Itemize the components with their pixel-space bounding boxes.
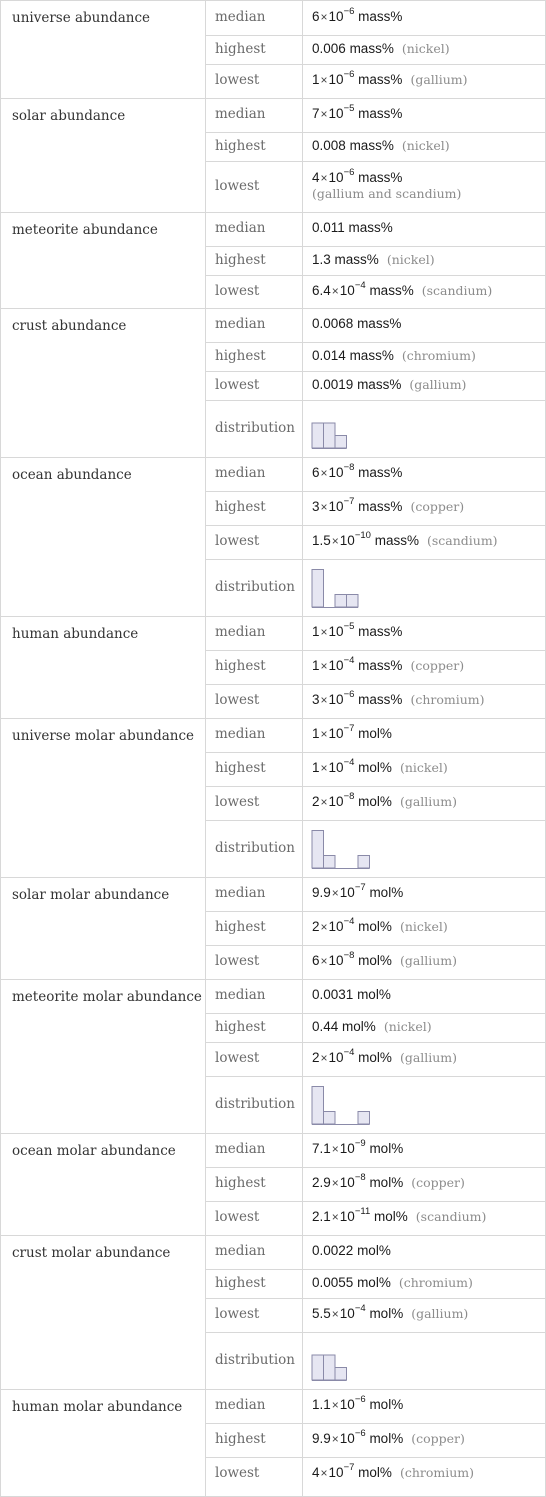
row-divider: [205, 275, 546, 276]
value-mantissa: 1: [312, 726, 320, 741]
stat-label: highest: [215, 1431, 266, 1447]
value-unit: mol%: [358, 919, 392, 934]
value: $7\times 10^{-5}$ mass%: [312, 102, 403, 121]
stat-label: highest: [215, 252, 266, 268]
stat-label: lowest: [215, 1050, 260, 1066]
times-sign: ×: [320, 693, 328, 707]
row-divider: [205, 1076, 546, 1077]
times-sign: ×: [320, 795, 328, 809]
stat-label: highest: [215, 1175, 266, 1191]
value: $4\times 10^{-6}$ mass% (gallium and scandium): [312, 166, 462, 201]
stat-label: highest: [215, 658, 266, 674]
section-label: crust abundance: [12, 318, 127, 334]
row-divider: [205, 525, 546, 526]
element-note: (chromium): [401, 348, 476, 363]
histogram-bar: [312, 1087, 324, 1125]
row-divider: [205, 752, 546, 753]
section-label: solar abundance: [12, 108, 126, 124]
distribution-histogram: [311, 408, 348, 452]
row-divider: [205, 945, 546, 946]
element-note: (copper): [410, 658, 465, 673]
value: $6\times 10^{-8}$ mol% (gallium): [312, 949, 458, 968]
value-unit: mass%: [358, 692, 403, 707]
stat-label: median: [215, 624, 266, 640]
value-exponent: −4: [354, 1302, 366, 1314]
value-unit: mol%: [358, 794, 392, 809]
section-label: ocean molar abundance: [12, 1143, 176, 1159]
histogram-bar: [312, 570, 324, 608]
stat-label: median: [215, 1141, 266, 1157]
histogram-bar: [324, 1112, 336, 1125]
value: $1\times 10^{-7}$ mol%: [312, 722, 392, 741]
section-label: crust molar abundance: [12, 1245, 171, 1261]
histogram-bar: [335, 436, 347, 449]
value-unit: mass%: [348, 220, 393, 235]
value-mantissa: 1.1: [312, 1397, 331, 1412]
row-divider: [205, 132, 546, 133]
element-note: (nickel): [386, 252, 435, 267]
stat-label: median: [215, 465, 266, 481]
row-divider: [205, 1298, 546, 1299]
stat-label: highest: [215, 41, 266, 57]
times-sign: ×: [320, 73, 328, 87]
element-note: (nickel): [401, 138, 450, 153]
value-unit: mass%: [358, 465, 403, 480]
value-number: 1.3: [312, 252, 331, 267]
times-sign: ×: [320, 1051, 328, 1065]
element-note: (chromium): [410, 692, 485, 707]
value: [312, 1275, 473, 1290]
value: $2.1\times 10^{-11}$ mol% (scandium): [312, 1205, 487, 1224]
section-label: universe abundance: [12, 10, 150, 26]
stat-label: highest: [215, 1275, 266, 1291]
value-exponent: −8: [343, 461, 355, 473]
value-mantissa: 9.9: [312, 1431, 331, 1446]
value: [312, 987, 391, 1002]
element-note: (gallium): [399, 953, 458, 968]
row-divider: [205, 64, 546, 65]
row-divider: [205, 161, 546, 162]
histogram-bar: [312, 423, 324, 448]
value-number: 0.0068: [312, 316, 354, 331]
value-exponent: −6: [343, 166, 355, 178]
times-sign: ×: [320, 466, 328, 480]
value-unit: mass%: [369, 283, 414, 298]
value-mantissa: 7: [312, 106, 320, 121]
value-exponent: −7: [343, 495, 355, 507]
value-number: 0.008: [312, 138, 346, 153]
value-unit: mol%: [342, 1019, 376, 1034]
value: $3\times 10^{-6}$ mass% (chromium): [312, 688, 485, 707]
stat-label: distribution: [215, 1352, 295, 1368]
times-sign: ×: [331, 1398, 339, 1412]
times-sign: ×: [331, 1142, 339, 1156]
stat-label: highest: [215, 919, 266, 935]
value-mantissa: 3: [312, 692, 320, 707]
value-exponent: −6: [343, 688, 355, 700]
row-divider: [0, 98, 546, 99]
stat-label: highest: [215, 138, 266, 154]
histogram-bar: [358, 856, 370, 869]
stat-label: distribution: [215, 420, 295, 436]
value-unit: mass%: [358, 106, 403, 121]
value-number: 0.0022: [312, 1243, 354, 1258]
row-divider: [205, 35, 546, 36]
value-mantissa: 1: [312, 72, 320, 87]
value: [312, 220, 393, 235]
column-divider: [0, 0, 1, 1497]
value-number: 0.011: [312, 220, 345, 235]
row-divider: [205, 911, 546, 912]
value: $1\times 10^{-6}$ mass% (gallium): [312, 68, 468, 87]
value-unit: mol%: [369, 885, 404, 900]
value-unit: mol%: [369, 1431, 404, 1446]
value: $1\times 10^{-4}$ mol% (nickel): [312, 756, 448, 775]
row-divider: [0, 1389, 546, 1390]
element-note: (nickel): [383, 1019, 432, 1034]
value-mantissa: 7.1: [312, 1141, 331, 1156]
value: $2\times 10^{-8}$ mol% (gallium): [312, 790, 458, 809]
value: $4\times 10^{-7}$ mol% (chromium): [312, 1461, 474, 1480]
row-divider: [205, 1013, 546, 1014]
value-unit: mol%: [358, 726, 392, 741]
value: $9.9\times 10^{-7}$ mol%: [312, 881, 404, 900]
stat-label: lowest: [215, 178, 260, 194]
stat-label: median: [215, 726, 266, 742]
value-unit: mol%: [369, 1141, 404, 1156]
element-note: (copper): [411, 1431, 465, 1446]
value: $6.4\times 10^{-4}$ mass% (scandium): [312, 279, 493, 298]
value-mantissa: 1.5: [312, 533, 331, 548]
value-unit: mol%: [357, 987, 391, 1002]
value-number: 0.44: [312, 1019, 339, 1034]
times-sign: ×: [331, 534, 339, 548]
distribution-histogram: [311, 1084, 371, 1128]
row-divider: [205, 371, 546, 372]
value: $9.9\times 10^{-6}$ mol% (copper): [312, 1427, 465, 1446]
element-note: (nickel): [401, 41, 450, 56]
row-divider: [0, 1133, 546, 1134]
value-mantissa: 2.9: [312, 1175, 331, 1190]
value-unit: mol%: [357, 1275, 391, 1290]
histogram-bar: [324, 423, 336, 448]
value-number: 0.0031: [312, 987, 354, 1002]
value-exponent: −11: [354, 1205, 371, 1217]
section-label: human abundance: [12, 626, 139, 642]
value-unit: mass%: [358, 658, 403, 673]
times-sign: ×: [320, 107, 328, 121]
stat-label: median: [215, 885, 266, 901]
value-exponent: −4: [343, 1046, 355, 1058]
value-exponent: −9: [354, 1137, 366, 1149]
stat-label: median: [215, 9, 266, 25]
distribution-histogram: [311, 567, 359, 611]
value: $3\times 10^{-7}$ mass% (copper): [312, 495, 465, 514]
value-number: 0.0055: [312, 1275, 354, 1290]
stat-label: lowest: [215, 953, 260, 969]
section-label: human molar abundance: [12, 1399, 183, 1415]
value-unit: mol%: [358, 953, 392, 968]
value-unit: mass%: [358, 72, 403, 87]
element-note: (gallium): [409, 377, 467, 392]
value-mantissa: 6: [312, 953, 320, 968]
row-divider: [205, 786, 546, 787]
value-exponent: −6: [354, 1427, 366, 1439]
value: [312, 252, 435, 267]
value-unit: mol%: [358, 1465, 392, 1480]
value-unit: mass%: [358, 499, 403, 514]
value-exponent: −4: [343, 654, 355, 666]
value: $2\times 10^{-4}$ mol% (gallium): [312, 1046, 458, 1065]
value-unit: mass%: [334, 252, 379, 267]
column-divider: [205, 0, 206, 1497]
stat-label: lowest: [215, 533, 260, 549]
stat-label: median: [215, 106, 266, 122]
times-sign: ×: [331, 284, 339, 298]
value-unit: mol%: [358, 760, 392, 775]
row-divider: [205, 1269, 546, 1270]
value-mantissa: 6.4: [312, 283, 331, 298]
row-divider: [205, 1042, 546, 1043]
times-sign: ×: [320, 920, 328, 934]
value: [312, 138, 450, 153]
stat-label: lowest: [215, 1306, 260, 1322]
element-note: (scandium): [426, 533, 498, 548]
value-mantissa: 1: [312, 658, 320, 673]
row-divider: [0, 212, 546, 213]
times-sign: ×: [320, 500, 328, 514]
stat-label: highest: [215, 1019, 266, 1035]
value-unit: mass%: [358, 624, 403, 639]
times-sign: ×: [331, 1432, 339, 1446]
times-sign: ×: [320, 659, 328, 673]
row-divider: [205, 1201, 546, 1202]
times-sign: ×: [320, 171, 328, 185]
histogram-bar: [324, 856, 336, 869]
value-unit: mass%: [349, 348, 394, 363]
element-note: (gallium): [410, 72, 468, 87]
stat-label: distribution: [215, 579, 295, 595]
stat-label: lowest: [215, 1209, 260, 1225]
stat-label: median: [215, 220, 266, 236]
row-divider: [205, 1167, 546, 1168]
row-divider: [0, 718, 546, 719]
times-sign: ×: [320, 10, 328, 24]
times-sign: ×: [320, 727, 328, 741]
value: $1\times 10^{-4}$ mass% (copper): [312, 654, 465, 673]
value-mantissa: 6: [312, 9, 320, 24]
times-sign: ×: [331, 1176, 339, 1190]
value-exponent: −5: [343, 102, 355, 114]
value-unit: mol%: [369, 1397, 404, 1412]
stat-label: median: [215, 316, 266, 332]
stat-label: lowest: [215, 377, 260, 393]
times-sign: ×: [331, 1210, 339, 1224]
row-divider: [0, 1235, 546, 1236]
value-unit: mass%: [358, 9, 403, 24]
times-sign: ×: [320, 625, 328, 639]
value: [312, 1019, 432, 1034]
section-label: universe molar abundance: [12, 728, 195, 744]
row-divider: [205, 1423, 546, 1424]
element-note: (nickel): [399, 760, 448, 775]
times-sign: ×: [331, 886, 339, 900]
value-unit: mol%: [369, 1306, 404, 1321]
value-exponent: −7: [343, 722, 355, 734]
element-note: (chromium): [399, 1465, 474, 1480]
value-unit: mass%: [358, 170, 403, 185]
value-exponent: −5: [343, 620, 355, 632]
element-note: (gallium and scandium): [312, 186, 462, 201]
row-divider: [205, 1457, 546, 1458]
value-exponent: −6: [354, 1393, 366, 1405]
value-unit: mol%: [369, 1175, 404, 1190]
value-unit: mass%: [357, 377, 402, 392]
row-divider: [205, 559, 546, 560]
element-note: (copper): [410, 499, 465, 514]
histogram-bar: [335, 595, 347, 608]
value: $5.5\times 10^{-4}$ mol% (gallium): [312, 1302, 469, 1321]
stat-label: lowest: [215, 692, 260, 708]
stat-label: lowest: [215, 1465, 260, 1481]
value-mantissa: 6: [312, 465, 320, 480]
value: $2\times 10^{-4}$ mol% (nickel): [312, 915, 448, 934]
stat-label: lowest: [215, 283, 260, 299]
value-number: 0.0019: [312, 377, 354, 392]
row-divider: [0, 308, 546, 309]
distribution-histogram: [311, 1340, 348, 1384]
value-mantissa: 5.5: [312, 1306, 331, 1321]
stat-label: median: [215, 1397, 266, 1413]
value-mantissa: 2: [312, 794, 320, 809]
row-divider: [0, 616, 546, 617]
stat-label: lowest: [215, 794, 260, 810]
value-exponent: −4: [343, 915, 355, 927]
element-note: (nickel): [399, 919, 448, 934]
value-unit: mass%: [349, 41, 394, 56]
row-divider: [205, 684, 546, 685]
value-mantissa: 3: [312, 499, 320, 514]
value-exponent: −8: [354, 1171, 366, 1183]
element-note: (chromium): [398, 1275, 473, 1290]
value-mantissa: 2: [312, 919, 320, 934]
value-mantissa: 9.9: [312, 885, 331, 900]
value-mantissa: 2: [312, 1050, 320, 1065]
value-mantissa: 1: [312, 624, 320, 639]
row-divider: [0, 877, 546, 878]
times-sign: ×: [320, 954, 328, 968]
times-sign: ×: [320, 761, 328, 775]
row-divider: [0, 457, 546, 458]
row-divider: [205, 820, 546, 821]
value-exponent: −7: [343, 1461, 355, 1473]
row-divider: [205, 246, 546, 247]
value-exponent: −6: [343, 5, 355, 17]
value: $6\times 10^{-6}$ mass%: [312, 5, 403, 24]
value: $6\times 10^{-8}$ mass%: [312, 461, 403, 480]
stat-label: distribution: [215, 1096, 295, 1112]
element-note: (gallium): [411, 1306, 469, 1321]
value: [312, 1243, 391, 1258]
element-note: (copper): [411, 1175, 465, 1190]
row-divider: [205, 400, 546, 401]
section-label: meteorite molar abundance: [12, 989, 202, 1005]
row-divider: [0, 0, 546, 1]
value: [312, 377, 466, 392]
value-exponent: −8: [343, 949, 355, 961]
histogram-bar: [358, 1112, 370, 1125]
value-exponent: −10: [354, 529, 371, 541]
column-divider: [302, 0, 303, 1497]
element-note: (gallium): [399, 1050, 458, 1065]
element-note: (scandium): [421, 283, 493, 298]
value-unit: mol%: [358, 1050, 392, 1065]
value-unit: mass%: [374, 533, 419, 548]
times-sign: ×: [331, 1307, 339, 1321]
section-label: ocean abundance: [12, 467, 132, 483]
value-number: 0.014: [312, 348, 346, 363]
row-divider: [205, 491, 546, 492]
value: [312, 348, 476, 363]
histogram-bar: [312, 1355, 324, 1380]
element-note: (scandium): [415, 1209, 487, 1224]
distribution-histogram: [311, 828, 371, 872]
times-sign: ×: [320, 1466, 328, 1480]
value: [312, 316, 401, 331]
histogram-bar: [324, 1355, 336, 1380]
value-mantissa: 2.1: [312, 1209, 331, 1224]
section-label: solar molar abundance: [12, 887, 170, 903]
value-mantissa: 4: [312, 1465, 320, 1480]
histogram-bar: [312, 831, 324, 869]
value: $1\times 10^{-5}$ mass%: [312, 620, 403, 639]
section-label: meteorite abundance: [12, 222, 158, 238]
stat-label: highest: [215, 348, 266, 364]
value-unit: mass%: [357, 316, 402, 331]
value-number: 0.006: [312, 41, 346, 56]
value-exponent: −6: [343, 68, 355, 80]
value-unit: mol%: [357, 1243, 391, 1258]
stat-label: median: [215, 987, 266, 1003]
value-exponent: −4: [354, 279, 366, 291]
histogram-bar: [347, 595, 359, 608]
row-divider: [205, 342, 546, 343]
value: $1.5\times 10^{-10}$ mass% (scandium): [312, 529, 498, 548]
value-exponent: −4: [343, 756, 355, 768]
row-divider: [205, 650, 546, 651]
value-exponent: −7: [354, 881, 366, 893]
stat-label: distribution: [215, 840, 295, 856]
value-mantissa: 4: [312, 170, 320, 185]
value-unit: mass%: [349, 138, 394, 153]
row-divider: [205, 1332, 546, 1333]
histogram-bar: [335, 1368, 347, 1381]
stat-label: lowest: [215, 72, 260, 88]
value: $7.1\times 10^{-9}$ mol%: [312, 1137, 404, 1156]
value: [312, 41, 450, 56]
stat-label: highest: [215, 760, 266, 776]
stat-label: highest: [215, 499, 266, 515]
value-exponent: −8: [343, 790, 355, 802]
value-mantissa: 1: [312, 760, 320, 775]
value-unit: mol%: [374, 1209, 408, 1224]
value: $1.1\times 10^{-6}$ mol%: [312, 1393, 404, 1412]
row-divider: [0, 979, 546, 980]
stat-label: median: [215, 1243, 266, 1259]
value: $2.9\times 10^{-8}$ mol% (copper): [312, 1171, 465, 1190]
element-note: (gallium): [399, 794, 458, 809]
